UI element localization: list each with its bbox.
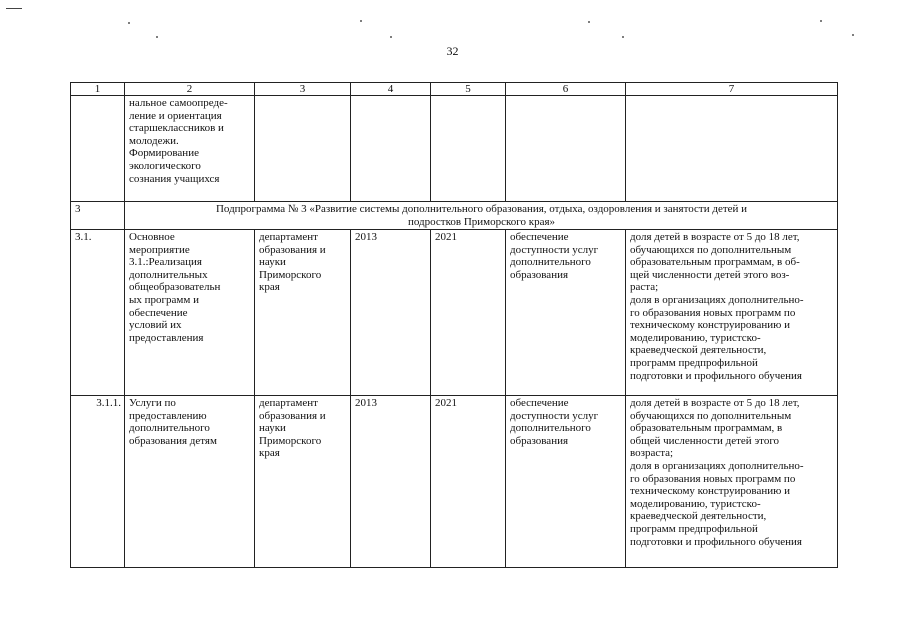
- page-number: 32: [446, 44, 459, 58]
- continuation-row: [71, 96, 838, 202]
- start-year-cell: 2013: [351, 396, 431, 568]
- table-row: [71, 230, 838, 396]
- scan-speck: [390, 36, 392, 38]
- end-year-cell: 2021: [431, 396, 506, 568]
- table-cell: [626, 96, 838, 202]
- column-header: 1: [71, 83, 125, 96]
- executor-cell: департамент образования и науки Приморского края: [255, 396, 351, 568]
- scan-mark: [6, 8, 22, 9]
- scan-speck: [820, 20, 822, 22]
- program-table: [70, 82, 838, 568]
- scan-speck: [588, 21, 590, 23]
- row-number: 3.1.: [71, 230, 125, 396]
- subprogram-title: Подпрограмма № 3 «Развитие системы дополнительного образования, отдыха, оздоровления и занятости детей и подростков Приморского края»: [125, 202, 838, 230]
- executor-cell: департамент образования и науки Приморского края: [255, 230, 351, 396]
- table-cell: [431, 96, 506, 202]
- result-cell: обеспечение доступности услуг дополнительного образования: [506, 396, 626, 568]
- subprogram-row: [71, 202, 838, 230]
- column-header: 4: [351, 83, 431, 96]
- table-row: [71, 396, 838, 568]
- scan-speck: [852, 34, 854, 36]
- table-cell: [255, 96, 351, 202]
- column-header: 2: [125, 83, 255, 96]
- indicators-cell: доля детей в возрасте от 5 до 18 лет, обучающихся по дополнительным образовательным программам, в об- щей численности детей этого воз- раста; доля в организациях дополнительно- го образования новых программ по техническому конструированию и моделированию, туристско- краеведческой деятельности, программ предпрофильной подготовки и профильного обучения: [626, 230, 838, 396]
- indicators-cell: доля детей в возрасте от 5 до 18 лет, обучающихся по дополнительным образовательным программам, в общей численности детей этого возраста; доля в организациях дополнительно- го образования новых программ по техническому конструированию и моделированию, туристско- краеведческой деятельности, программ предпрофильной подготовки и профильного обучения: [626, 396, 838, 568]
- column-header: 3: [255, 83, 351, 96]
- activity-name-cell: нальное самоопреде- ление и ориентация старшеклассников и молодежи. Формирование экологического сознания учащихся: [125, 96, 255, 202]
- scan-speck: [128, 22, 130, 24]
- scan-speck: [622, 36, 624, 38]
- activity-name-cell: Услуги по предоставлению дополнительного образования детям: [125, 396, 255, 568]
- scan-speck: [360, 20, 362, 22]
- activity-name-cell: Основное мероприятие 3.1.:Реализация дополнительных общеобразовательн ых программ и обеспечение условий их предоставления: [125, 230, 255, 396]
- table-cell: [71, 96, 125, 202]
- table-cell: [506, 96, 626, 202]
- table-cell: [351, 96, 431, 202]
- column-header: 7: [626, 83, 838, 96]
- scan-speck: [156, 36, 158, 38]
- start-year-cell: 2013: [351, 230, 431, 396]
- row-number: 3.1.1.: [71, 396, 125, 568]
- end-year-cell: 2021: [431, 230, 506, 396]
- column-header: 6: [506, 83, 626, 96]
- result-cell: обеспечение доступности услуг дополнительного образования: [506, 230, 626, 396]
- column-header: 5: [431, 83, 506, 96]
- table-header-row: [71, 83, 838, 96]
- subprogram-number: 3: [71, 202, 125, 230]
